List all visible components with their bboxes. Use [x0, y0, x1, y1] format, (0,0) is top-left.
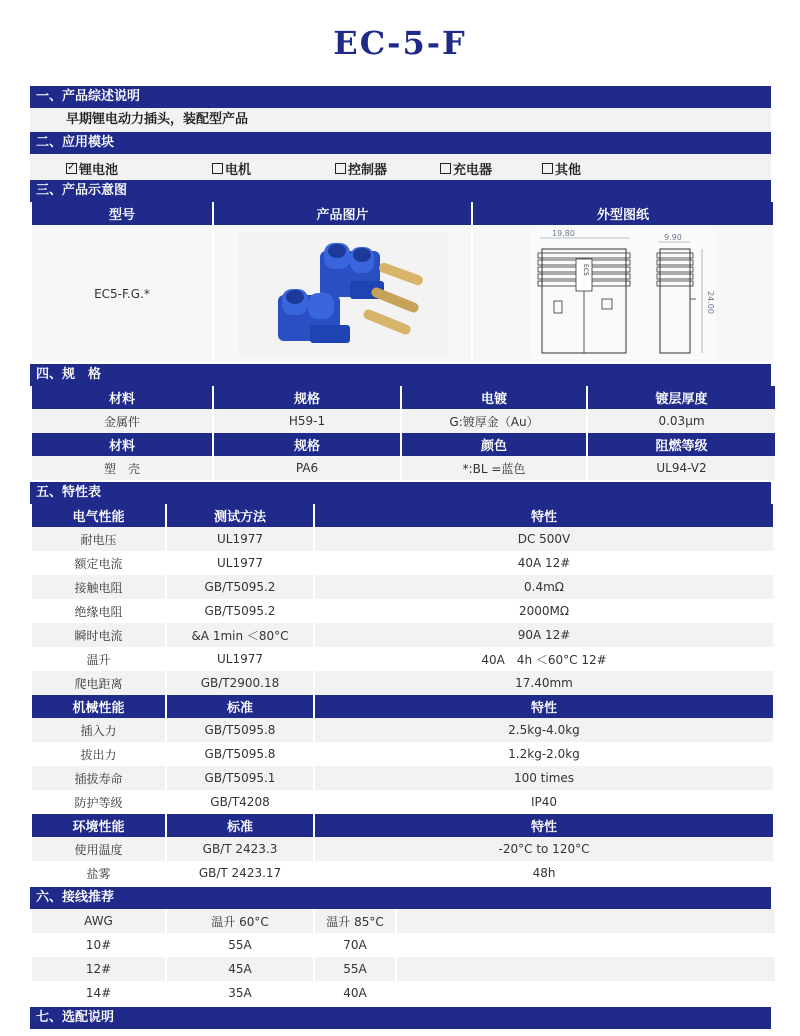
table-row-value: IP40	[315, 790, 773, 814]
table-row-value: DC 500V	[315, 527, 773, 551]
table-row-label: 10#	[32, 933, 165, 957]
table-row-method: GB/T4208	[167, 790, 313, 814]
table-row-value: 55A	[315, 957, 395, 981]
wiring-table	[30, 909, 777, 1005]
table-row-value: 100 times	[315, 766, 773, 790]
header-drawing: 外型图纸	[473, 202, 773, 225]
section-wiring-header: 六、接线推荐	[30, 887, 771, 909]
table-row-label: 额定电流	[32, 551, 165, 575]
spec-header-cell: 规格	[214, 433, 400, 456]
table-row-method: GB/T2900.18	[167, 671, 313, 695]
app-option-battery	[66, 159, 118, 178]
model-code: EC5-F.G.*	[32, 225, 212, 362]
spec-cell: PA6	[214, 456, 400, 480]
app-option-motor	[212, 159, 251, 178]
property-header: 特性	[315, 504, 773, 527]
spec-header-cell: 颜色	[402, 433, 586, 456]
table-row-value: 55A	[167, 933, 313, 957]
empty-cell	[397, 933, 775, 957]
table-row-label: 12#	[32, 957, 165, 981]
header-photo: 产品图片	[214, 202, 471, 225]
section-spec-header: 四、规 格	[30, 364, 771, 386]
table-row-label: 使用温度	[32, 837, 165, 861]
outline-drawing	[530, 229, 716, 359]
app-option-controller	[335, 159, 387, 178]
table-row-label: 防护等级	[32, 790, 165, 814]
spec-header-cell: 镀层厚度	[588, 386, 775, 409]
table-row-value: 40A 4h ＜60°C 12#	[315, 647, 773, 671]
spec-sheet	[30, 86, 771, 1029]
dim-depth-label: 9.90	[664, 232, 682, 242]
section-diagram-header: 三、产品示意图	[30, 180, 771, 202]
app-option-charger	[440, 159, 492, 178]
connector-illustration	[238, 233, 448, 355]
overview-text: 早期锂电动力插头，装配型产品	[30, 108, 771, 132]
method-header: 测试方法	[167, 504, 313, 527]
table-row-label: 插入力	[32, 718, 165, 742]
table-row-value: 90A 12#	[315, 623, 773, 647]
spec-cell: 塑 壳	[32, 456, 212, 480]
table-row-method: GB/T5095.2	[167, 575, 313, 599]
app-option-other	[542, 159, 581, 178]
table-row-value: 2.5kg-4.0kg	[315, 718, 773, 742]
electrical-header: 电气性能	[32, 504, 165, 527]
header-model: 型号	[32, 202, 212, 225]
table-row-label: 爬电距离	[32, 671, 165, 695]
spec-header-cell: 电镀	[402, 386, 586, 409]
page-title: EC-5-F	[333, 24, 467, 62]
table-row-method: GB/T 2423.17	[167, 861, 313, 885]
app-label: 充电器	[453, 163, 493, 178]
spec-header-cell: 材料	[32, 433, 212, 456]
checkbox-icon	[440, 163, 451, 174]
table-row-method: GB/T5095.8	[167, 742, 313, 766]
dim-height-label: 24.00	[706, 290, 715, 314]
property-header: 特性	[315, 814, 773, 837]
spec-cell: UL94-V2	[588, 456, 775, 480]
table-row-value: 40A	[315, 981, 395, 1005]
spec-header-cell: 规格	[214, 386, 400, 409]
app-label: 锂电池	[79, 163, 119, 178]
table-row-value: 40A 12#	[315, 551, 773, 575]
table-row-method: UL1977	[167, 527, 313, 551]
checkbox-icon	[212, 163, 223, 174]
wiring-head-85: 温升 85°C	[315, 909, 395, 933]
table-row-value: -20°C to 120°C	[315, 837, 773, 861]
table-row-method: &A 1min ＜80°C	[167, 623, 313, 647]
spec-cell: G:镀厚金（Au）	[402, 409, 586, 433]
spec-header-cell: 材料	[32, 386, 212, 409]
table-row-label: 绝缘电阻	[32, 599, 165, 623]
wiring-head-60: 温升 60°C	[167, 909, 313, 933]
connector-housing-bottom-icon	[278, 289, 350, 343]
table-row-label: 盐雾	[32, 861, 165, 885]
table-row-label: 14#	[32, 981, 165, 1005]
table-row-label: 拔出力	[32, 742, 165, 766]
spec-header-cell: 阻燃等级	[588, 433, 775, 456]
section-characteristics-header: 五、特性表	[30, 482, 771, 504]
spec-cell: 0.03μm	[588, 409, 775, 433]
table-row-method: UL1977	[167, 647, 313, 671]
empty-cell	[397, 909, 775, 933]
mechanical-header: 机械性能	[32, 695, 165, 718]
table-row-method: GB/T5095.2	[167, 599, 313, 623]
wiring-head-awg: AWG	[32, 909, 165, 933]
section-overview-header: 一、产品综述说明	[30, 86, 771, 108]
table-row-method: GB/T 2423.3	[167, 837, 313, 861]
table-row-value: 48h	[315, 861, 773, 885]
environment-header: 环境性能	[32, 814, 165, 837]
table-row-value: 1.2kg-2.0kg	[315, 742, 773, 766]
table-row-label: 瞬时电流	[32, 623, 165, 647]
table-row-method: GB/T5095.8	[167, 718, 313, 742]
application-modules	[30, 154, 771, 180]
app-label: 控制器	[348, 163, 388, 178]
empty-cell	[397, 981, 775, 1005]
section-application-header: 二、应用模块	[30, 132, 771, 154]
table-row-value: 45A	[167, 957, 313, 981]
section-options-header: 七、选配说明	[30, 1007, 771, 1029]
checkbox-icon	[335, 163, 346, 174]
standard-header: 标准	[167, 695, 313, 718]
dim-width-label: 19.80	[552, 228, 575, 238]
app-label: 电机	[225, 163, 252, 178]
body-mark-label: EC5	[582, 263, 589, 276]
checked-box-icon	[66, 163, 77, 174]
property-header: 特性	[315, 695, 773, 718]
product-photo	[238, 233, 448, 355]
drawing-cell	[473, 225, 773, 362]
table-row-value: 17.40mm	[315, 671, 773, 695]
table-row-label: 接触电阻	[32, 575, 165, 599]
spec-cell: *:BL =蓝色	[402, 456, 586, 480]
table-row-label: 温升	[32, 647, 165, 671]
product-photo-cell	[214, 225, 471, 362]
standard-header: 标准	[167, 814, 313, 837]
table-row-value: 35A	[167, 981, 313, 1005]
spec-cell: 金属件	[32, 409, 212, 433]
table-row-label: 插拔寿命	[32, 766, 165, 790]
spec-cell: H59-1	[214, 409, 400, 433]
app-label: 其他	[555, 163, 582, 178]
table-row-value: 2000MΩ	[315, 599, 773, 623]
checkbox-icon	[542, 163, 553, 174]
table-row-value: 0.4mΩ	[315, 575, 773, 599]
table-row-method: GB/T5095.1	[167, 766, 313, 790]
table-row-label: 耐电压	[32, 527, 165, 551]
characteristics-table	[30, 504, 775, 885]
spec-table	[30, 386, 777, 480]
diagram-table	[30, 202, 775, 362]
table-row-method: UL1977	[167, 551, 313, 575]
empty-cell	[397, 957, 775, 981]
drawing-svg	[530, 229, 716, 359]
table-row-value: 70A	[315, 933, 395, 957]
